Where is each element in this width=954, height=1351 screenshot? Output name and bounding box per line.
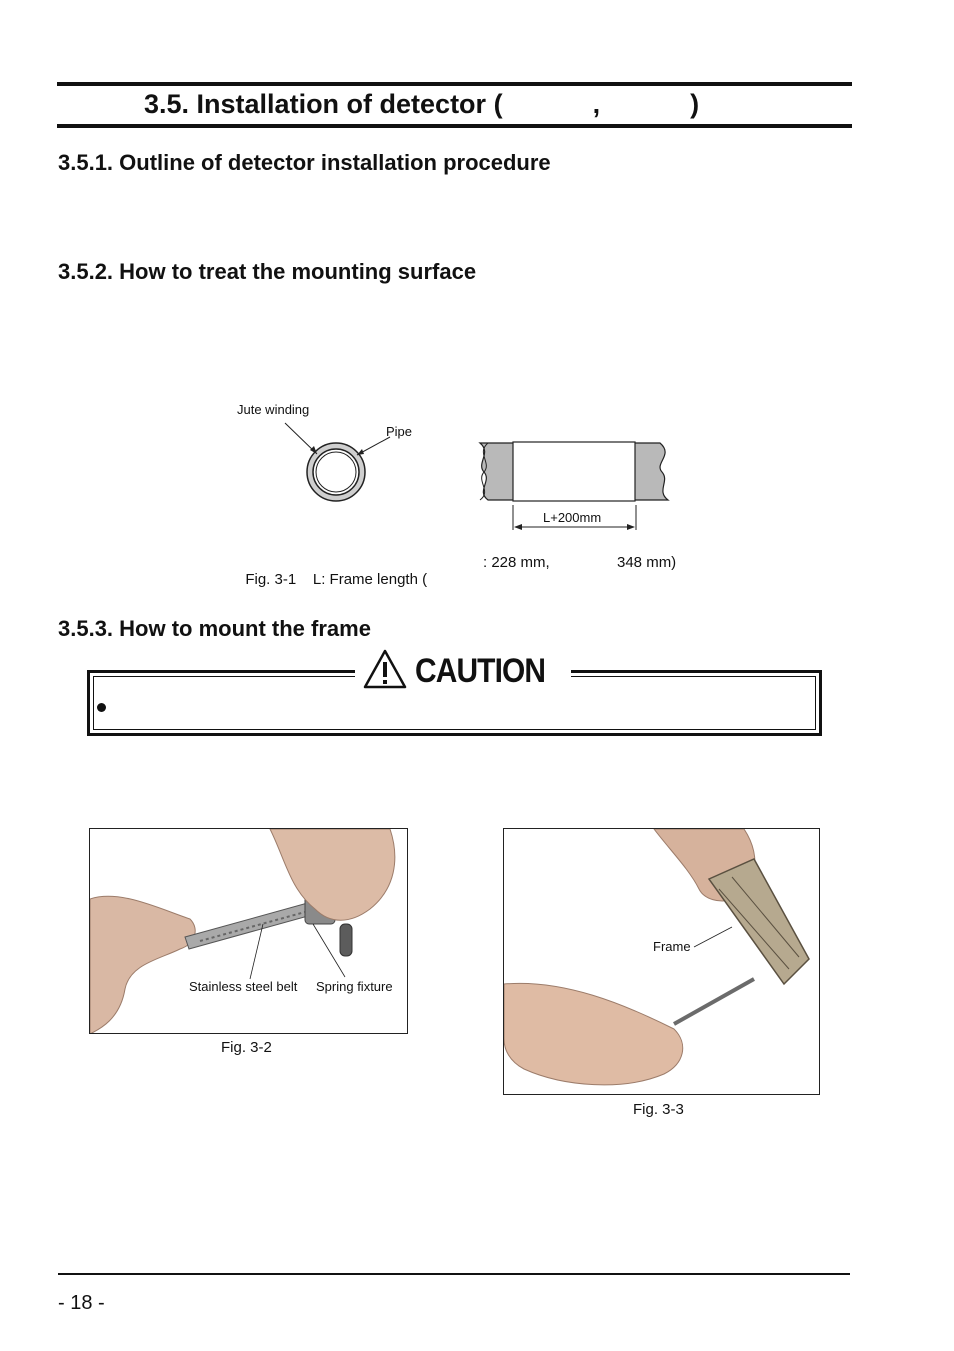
heading-outline: 3.5.1. Outline of detector installation procedure xyxy=(58,150,551,175)
fig-3-1-caption-part-c: 348 mm) xyxy=(617,554,677,571)
caution-title: CAUTION xyxy=(415,651,546,690)
fig-3-2-caption: Fig. 3-2 xyxy=(221,1039,272,1056)
fig-3-2-photo xyxy=(89,828,408,1034)
caution-bullet xyxy=(97,703,106,712)
page-number: - 18 - xyxy=(58,1292,105,1314)
stainless-steel-belt-label: Stainless steel belt xyxy=(189,979,298,994)
jute-winding-label: Jute winding xyxy=(237,402,310,417)
warning-triangle-icon xyxy=(363,649,407,694)
frame-label: Frame xyxy=(653,939,691,954)
dimension-label: L+200mm xyxy=(543,510,602,525)
fig-3-1-caption-part-a: Fig. 3-1 L: Frame length ( xyxy=(245,571,428,588)
footer-rule xyxy=(58,1273,850,1275)
pipe-side-view xyxy=(480,442,668,501)
title-rule-bottom xyxy=(57,124,852,128)
title-rule-top xyxy=(57,82,852,86)
fig-3-3-photo xyxy=(503,828,820,1095)
section-title: 3.5. Installation of detector ( , ) xyxy=(144,89,700,119)
caution-heading xyxy=(355,650,571,692)
fig-3-1-caption-part-b: : 228 mm, xyxy=(483,554,550,571)
pipe-label: Pipe xyxy=(386,424,413,439)
fig-3-3-caption: Fig. 3-3 xyxy=(633,1101,684,1118)
spring-fixture-label: Spring fixture xyxy=(316,979,393,994)
fig-3-1-caption xyxy=(237,554,427,588)
heading-treat-surface: 3.5.2. How to treat the mounting surface xyxy=(58,259,477,284)
heading-mount-frame: 3.5.3. How to mount the frame xyxy=(58,616,371,641)
